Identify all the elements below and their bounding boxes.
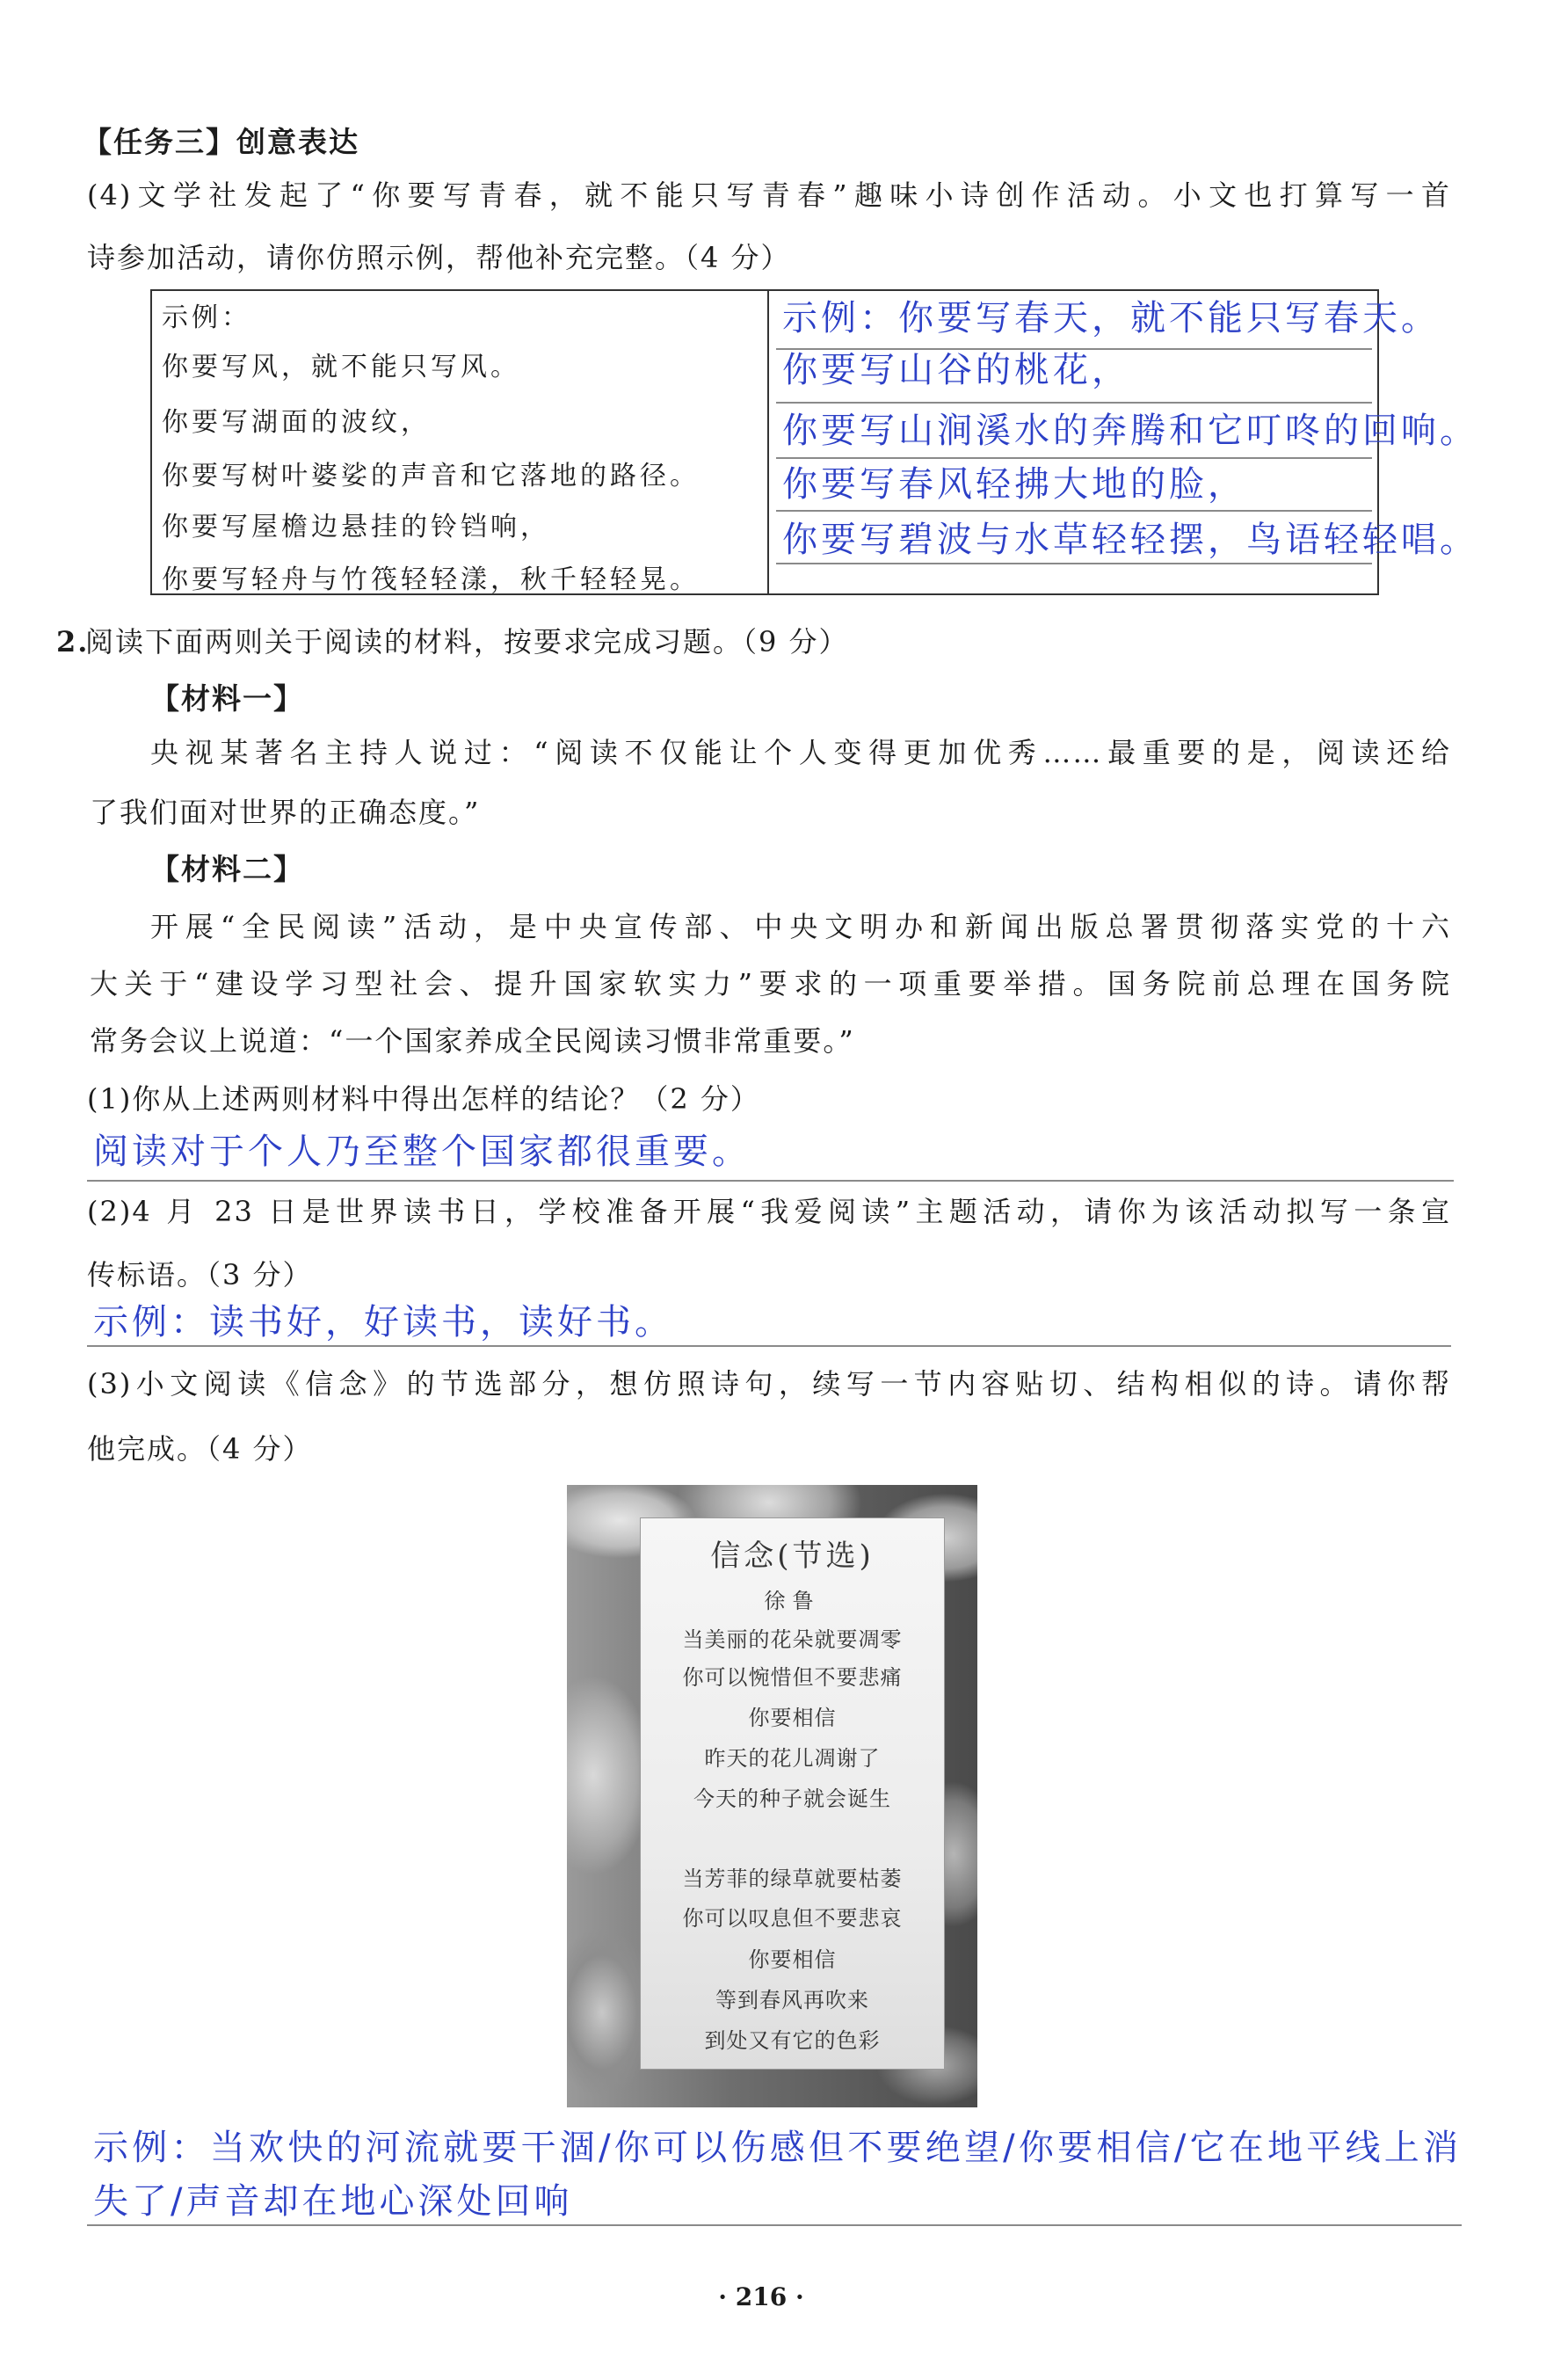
example-line: 你要写屋檐边悬挂的铃铛响， bbox=[162, 512, 550, 542]
poem-line: 当美丽的花朵就要凋零 bbox=[682, 1627, 903, 1652]
task3-heading: 【任务三】创意表达 bbox=[83, 125, 359, 159]
material1-line-2: 了我们面对世界的正确态度。” bbox=[90, 796, 481, 829]
sub2-prompt-line-1: (2)4 月 23 日是世界读书日，学校准备开展“我爱阅读”主题活动，请你为该活动拟写一条宣 bbox=[87, 1195, 1451, 1228]
poem-title: 信念(节选) bbox=[710, 1539, 875, 1574]
sub1-prompt: (1)你从上述两则材料中得出怎样的结论？（2 分） bbox=[87, 1082, 760, 1116]
answer-writing-line bbox=[776, 563, 1372, 564]
answer-writing-line bbox=[87, 1345, 1451, 1347]
sub3-prompt-line-2: 他完成。（4 分） bbox=[87, 1432, 313, 1466]
poem-line: 你要相信 bbox=[748, 1947, 837, 1972]
answer-writing-line bbox=[776, 457, 1372, 459]
question2-stem: 阅读下面两则关于阅读的材料，按要求完成习题。（9 分） bbox=[85, 625, 849, 659]
handwritten-answer-line: 你要写山谷的桃花， bbox=[782, 350, 1130, 390]
handwritten-answer-line: 你要写春风轻拂大地的脸， bbox=[782, 464, 1246, 505]
poem-line: 当芳菲的绿草就要枯萎 bbox=[682, 1867, 903, 1891]
poem-line: 昨天的花儿凋谢了 bbox=[704, 1746, 881, 1771]
poem-line: 你可以叹息但不要悲哀 bbox=[682, 1906, 903, 1931]
material2-line-2: 大关于“建设学习型社会、提升国家软实力”要求的一项重要举措。国务院前总理在国务院 bbox=[90, 967, 1451, 1001]
sub3-handwritten-answer-line-1: 示例：当欢快的河流就要干涸/你可以伤感但不要绝望/你要相信/它在地平线上消 bbox=[93, 2128, 1462, 2168]
sub2-prompt-line-2: 传标语。（3 分） bbox=[87, 1258, 313, 1292]
q4-prompt-line-1: (4)文学社发起了“你要写青春，就不能只写青春”趣味小诗创作活动。小文也打算写一首 bbox=[87, 178, 1451, 212]
question-number: 2. bbox=[56, 625, 90, 659]
table-column-divider bbox=[767, 291, 769, 593]
poem-line: 今天的种子就会诞生 bbox=[693, 1786, 891, 1811]
poem-author: 徐鲁 bbox=[764, 1589, 821, 1613]
q4-prompt-line-2: 诗参加活动，请你仿照示例，帮他补充完整。（4 分） bbox=[87, 241, 791, 274]
material2-line-1: 开展“全民阅读”活动，是中央宣传部、中央文明办和新闻出版总署贯彻落实党的十六 bbox=[150, 910, 1451, 943]
material1-heading: 【材料一】 bbox=[150, 681, 304, 716]
handwritten-answer-line: 你要写碧波与水草轻轻摆，鸟语轻轻唱。 bbox=[782, 520, 1478, 560]
sub1-handwritten-answer: 阅读对于个人乃至整个国家都很重要。 bbox=[93, 1132, 751, 1172]
answer-writing-line bbox=[776, 402, 1372, 404]
poem-card bbox=[640, 1517, 945, 2070]
sub3-prompt-line-1: (3)小文阅读《信念》的节选部分，想仿照诗句，续写一节内容贴切、结构相似的诗。请你帮 bbox=[87, 1367, 1451, 1401]
material2-heading: 【材料二】 bbox=[150, 852, 304, 886]
poem-line: 你可以惋惜但不要悲痛 bbox=[682, 1665, 903, 1690]
example-line: 示例： bbox=[162, 302, 251, 333]
poem-line: 你要相信 bbox=[748, 1706, 837, 1730]
poem-line: 等到春风再吹来 bbox=[715, 1988, 869, 2012]
sub2-handwritten-answer: 示例：读书好，好读书，读好书。 bbox=[93, 1302, 673, 1343]
handwritten-answer-line: 你要写山涧溪水的奔腾和它叮咚的回响。 bbox=[782, 411, 1478, 451]
page-number: · 216 · bbox=[718, 2282, 804, 2311]
material1-line-1: 央视某著名主持人说过：“阅读不仅能让个人变得更加优秀……最重要的是，阅读还给 bbox=[150, 736, 1451, 769]
answer-writing-line bbox=[87, 1180, 1454, 1182]
poem-photo bbox=[567, 1485, 977, 2107]
example-line: 你要写风，就不能只写风。 bbox=[162, 352, 520, 382]
example-line: 你要写树叶婆娑的声音和它落地的路径。 bbox=[162, 461, 700, 491]
handwritten-answer-line: 示例：你要写春天，就不能只写春天。 bbox=[782, 298, 1440, 338]
answer-writing-line bbox=[87, 2224, 1462, 2226]
answer-writing-line bbox=[776, 510, 1372, 512]
material2-line-3: 常务会议上说道：“一个国家养成全民阅读习惯非常重要。” bbox=[90, 1024, 855, 1058]
example-line: 你要写湖面的波纹， bbox=[162, 407, 431, 438]
example-line: 你要写轻舟与竹筏轻轻漾，秋千轻轻晃。 bbox=[162, 564, 700, 595]
poem-line: 到处又有它的色彩 bbox=[704, 2028, 881, 2053]
sub3-handwritten-answer-line-2: 失了/声音却在地心深处回响 bbox=[93, 2181, 573, 2222]
